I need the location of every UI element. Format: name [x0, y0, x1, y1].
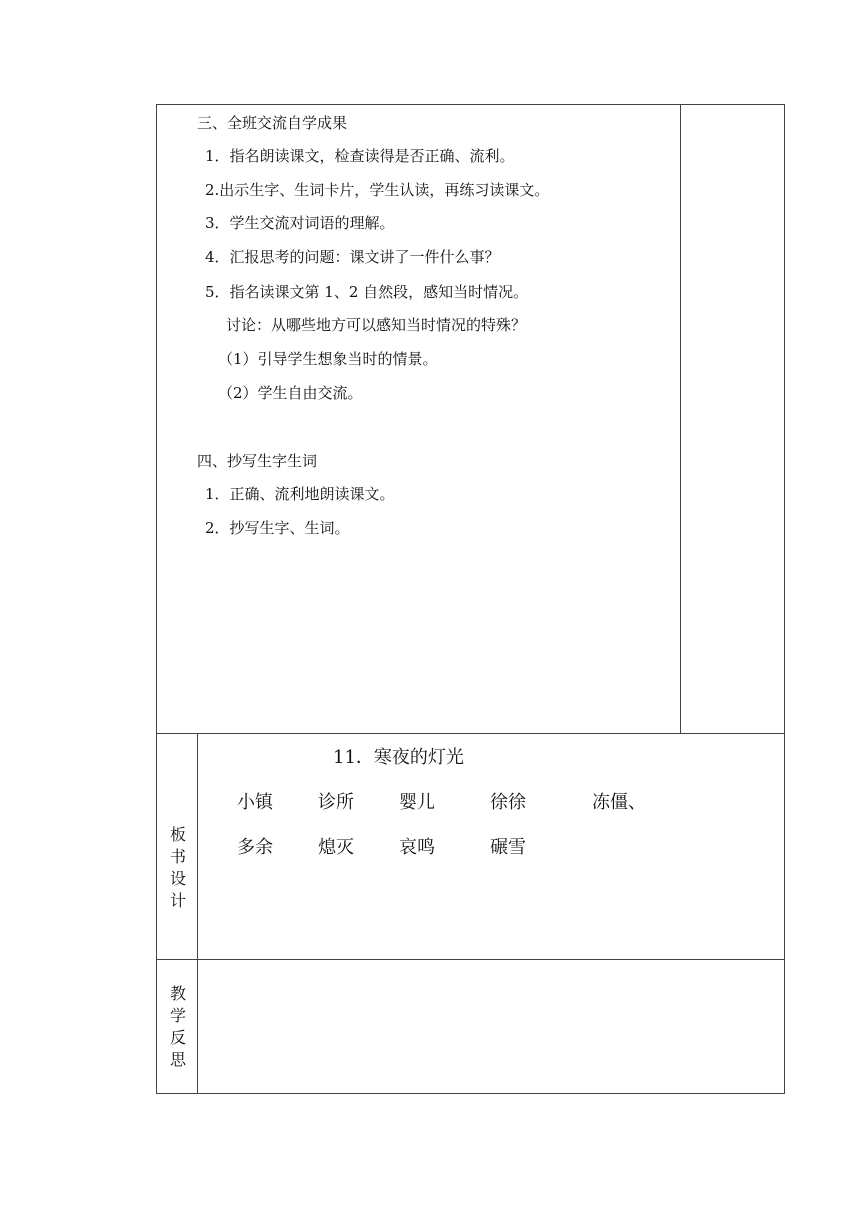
board-word: 婴儿	[399, 792, 435, 813]
board-word: 碾雪	[490, 837, 526, 858]
step-item: 4．汇报思考的问题：课文讲了一件什么事？	[205, 248, 500, 266]
board-word: 冻僵、	[592, 792, 646, 813]
board-word: 熄灭	[318, 837, 354, 858]
board-title: 11．寒夜的灯光	[333, 747, 464, 768]
discussion-line: 讨论：从哪些地方可以感知当时情况的特殊？	[226, 316, 527, 334]
board-word: 徐徐	[490, 792, 526, 813]
table-row-divider	[156, 959, 785, 960]
label-char: 书	[169, 847, 186, 866]
step-item: 2.出示生字、生词卡片，学生认读，再练习读课文。	[205, 181, 550, 199]
table-right-border	[784, 104, 785, 1093]
board-word: 哀鸣	[399, 837, 435, 858]
label-char: 反	[169, 1028, 186, 1047]
step-item: 2．抄写生字、生词。	[205, 519, 350, 537]
label-char: 计	[169, 891, 186, 910]
table-top-border	[156, 104, 785, 105]
notes-column-divider	[680, 104, 681, 733]
label-char: 板	[169, 825, 186, 844]
step-item: 1．正确、流利地朗读课文。	[205, 485, 395, 503]
label-char: 思	[169, 1050, 186, 1069]
label-char: 设	[169, 869, 186, 888]
board-word: 诊所	[318, 792, 354, 813]
table-left-border	[156, 104, 157, 1093]
table-row-divider	[156, 733, 785, 734]
teaching-reflection-label	[168, 983, 188, 1071]
discussion-subitem: （2）学生自由交流。	[218, 384, 363, 402]
label-char: 教	[169, 984, 186, 1003]
step-item: 3．学生交流对词语的理解。	[205, 214, 395, 232]
board-word: 多余	[237, 837, 273, 858]
table-bottom-border	[156, 1093, 785, 1094]
section-heading: 四、抄写生字生词	[197, 452, 318, 470]
board-design-label	[168, 824, 188, 912]
board-word: 小镇	[237, 792, 273, 813]
step-item: 1．指名朗读课文，检查读得是否正确、流利。	[205, 147, 515, 165]
step-item: 5．指名读课文第 1、2 自然段，感知当时情况。	[205, 283, 529, 301]
section-heading: 三、全班交流自学成果	[197, 114, 348, 132]
label-char: 学	[169, 1006, 186, 1025]
label-column-divider	[197, 733, 198, 1093]
discussion-subitem: （1）引导学生想象当时的情景。	[218, 350, 438, 368]
